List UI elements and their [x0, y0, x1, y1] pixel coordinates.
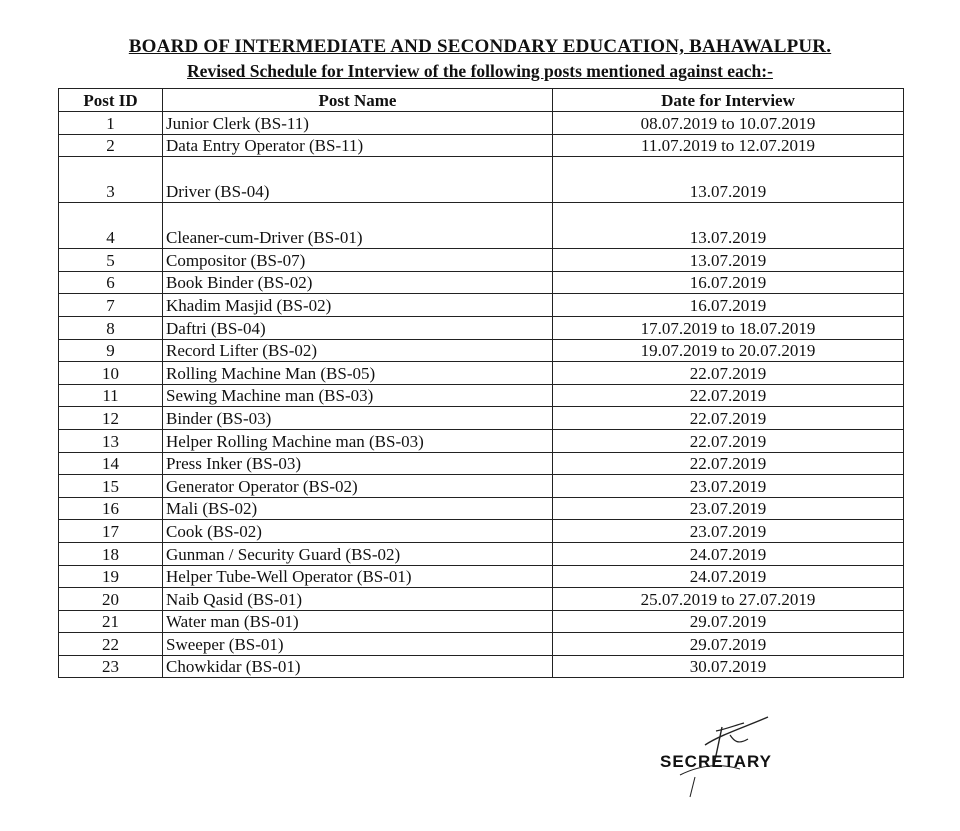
post-name-cell: Helper Tube-Well Operator (BS-01): [163, 565, 553, 588]
interview-date-cell: 17.07.2019 to 18.07.2019: [553, 316, 904, 339]
signature-title: SECRETARY: [660, 752, 772, 771]
interview-date-cell: 30.07.2019: [553, 655, 904, 678]
post-id-cell: 17: [59, 520, 163, 543]
post-name-cell: Naib Qasid (BS-01): [163, 588, 553, 611]
table-row: [59, 134, 904, 157]
post-name-cell: Book Binder (BS-02): [163, 271, 553, 294]
interview-date-cell: 24.07.2019: [553, 542, 904, 565]
interview-date-cell: 29.07.2019: [553, 610, 904, 633]
interview-date-cell: 24.07.2019: [553, 565, 904, 588]
post-id-cell: 2: [59, 134, 163, 157]
interview-date-cell: 22.07.2019: [553, 384, 904, 407]
interview-date-cell: 22.07.2019: [553, 362, 904, 385]
column-header-post-id: Post ID: [59, 89, 163, 112]
table-row: [59, 339, 904, 362]
table-row: [59, 429, 904, 452]
table-row: [59, 520, 904, 543]
table-body: [59, 112, 904, 678]
interview-date-cell: 13.07.2019: [553, 249, 904, 272]
post-name-cell: Binder (BS-03): [163, 407, 553, 430]
post-id-cell: 1: [59, 112, 163, 135]
table-row: [59, 565, 904, 588]
interview-date-cell: 13.07.2019: [553, 203, 904, 249]
post-name-cell: Rolling Machine Man (BS-05): [163, 362, 553, 385]
table-row: [59, 633, 904, 656]
post-id-cell: 16: [59, 497, 163, 520]
post-id-cell: 23: [59, 655, 163, 678]
post-id-cell: 5: [59, 249, 163, 272]
post-id-cell: 9: [59, 339, 163, 362]
table-row: [59, 157, 904, 203]
interview-date-cell: 08.07.2019 to 10.07.2019: [553, 112, 904, 135]
interview-date-cell: 22.07.2019: [553, 452, 904, 475]
document-title: BOARD OF INTERMEDIATE AND SECONDARY EDUCATION, BAHAWALPUR.: [128, 36, 832, 57]
interview-date-cell: 29.07.2019: [553, 633, 904, 656]
interview-date-cell: 25.07.2019 to 27.07.2019: [553, 588, 904, 611]
post-id-cell: 19: [59, 565, 163, 588]
interview-date-cell: 16.07.2019: [553, 294, 904, 317]
post-id-cell: 3: [59, 157, 163, 203]
post-name-cell: Daftri (BS-04): [163, 316, 553, 339]
post-name-cell: Mali (BS-02): [163, 497, 553, 520]
post-id-cell: 14: [59, 452, 163, 475]
interview-date-cell: 23.07.2019: [553, 475, 904, 498]
post-id-cell: 20: [59, 588, 163, 611]
table-row: [59, 203, 904, 249]
post-name-cell: Cook (BS-02): [163, 520, 553, 543]
interview-date-cell: 22.07.2019: [553, 429, 904, 452]
post-name-cell: Record Lifter (BS-02): [163, 339, 553, 362]
post-name-cell: Water man (BS-01): [163, 610, 553, 633]
table-row: [59, 362, 904, 385]
table-row: [59, 542, 904, 565]
table-row: [59, 271, 904, 294]
interview-date-cell: 23.07.2019: [553, 520, 904, 543]
post-name-cell: Sewing Machine man (BS-03): [163, 384, 553, 407]
table-row: [59, 497, 904, 520]
table-row: [59, 655, 904, 678]
post-id-cell: 13: [59, 429, 163, 452]
document-subtitle: Revised Schedule for Interview of the following posts mentioned against each:-: [187, 61, 773, 81]
post-name-cell: Press Inker (BS-03): [163, 452, 553, 475]
table-row: [59, 452, 904, 475]
post-name-cell: Compositor (BS-07): [163, 249, 553, 272]
post-id-cell: 11: [59, 384, 163, 407]
column-header-post-name: Post Name: [163, 89, 553, 112]
post-name-cell: Driver (BS-04): [163, 157, 553, 203]
interview-date-cell: 22.07.2019: [553, 407, 904, 430]
interview-date-cell: 23.07.2019: [553, 497, 904, 520]
post-id-cell: 21: [59, 610, 163, 633]
post-id-cell: 6: [59, 271, 163, 294]
table-header-row: [59, 89, 904, 112]
post-id-cell: 15: [59, 475, 163, 498]
table-row: [59, 112, 904, 135]
table-row: [59, 407, 904, 430]
post-name-cell: Generator Operator (BS-02): [163, 475, 553, 498]
interview-date-cell: 11.07.2019 to 12.07.2019: [553, 134, 904, 157]
post-name-cell: Cleaner-cum-Driver (BS-01): [163, 203, 553, 249]
table-row: [59, 316, 904, 339]
post-id-cell: 22: [59, 633, 163, 656]
post-name-cell: Khadim Masjid (BS-02): [163, 294, 553, 317]
column-header-date: Date for Interview: [553, 89, 904, 112]
interview-date-cell: 19.07.2019 to 20.07.2019: [553, 339, 904, 362]
post-name-cell: Sweeper (BS-01): [163, 633, 553, 656]
post-id-cell: 8: [59, 316, 163, 339]
post-id-cell: 4: [59, 203, 163, 249]
table-row: [59, 384, 904, 407]
post-id-cell: 18: [59, 542, 163, 565]
table-row: [59, 475, 904, 498]
post-name-cell: Helper Rolling Machine man (BS-03): [163, 429, 553, 452]
post-name-cell: Data Entry Operator (BS-11): [163, 134, 553, 157]
post-id-cell: 12: [59, 407, 163, 430]
post-name-cell: Gunman / Security Guard (BS-02): [163, 542, 553, 565]
post-id-cell: 7: [59, 294, 163, 317]
table-row: [59, 249, 904, 272]
interview-schedule-table: [58, 88, 904, 678]
post-name-cell: Junior Clerk (BS-11): [163, 112, 553, 135]
table-row: [59, 610, 904, 633]
post-id-cell: 10: [59, 362, 163, 385]
post-name-cell: Chowkidar (BS-01): [163, 655, 553, 678]
table-row: [59, 588, 904, 611]
table-row: [59, 294, 904, 317]
interview-date-cell: 13.07.2019: [553, 157, 904, 203]
interview-date-cell: 16.07.2019: [553, 271, 904, 294]
